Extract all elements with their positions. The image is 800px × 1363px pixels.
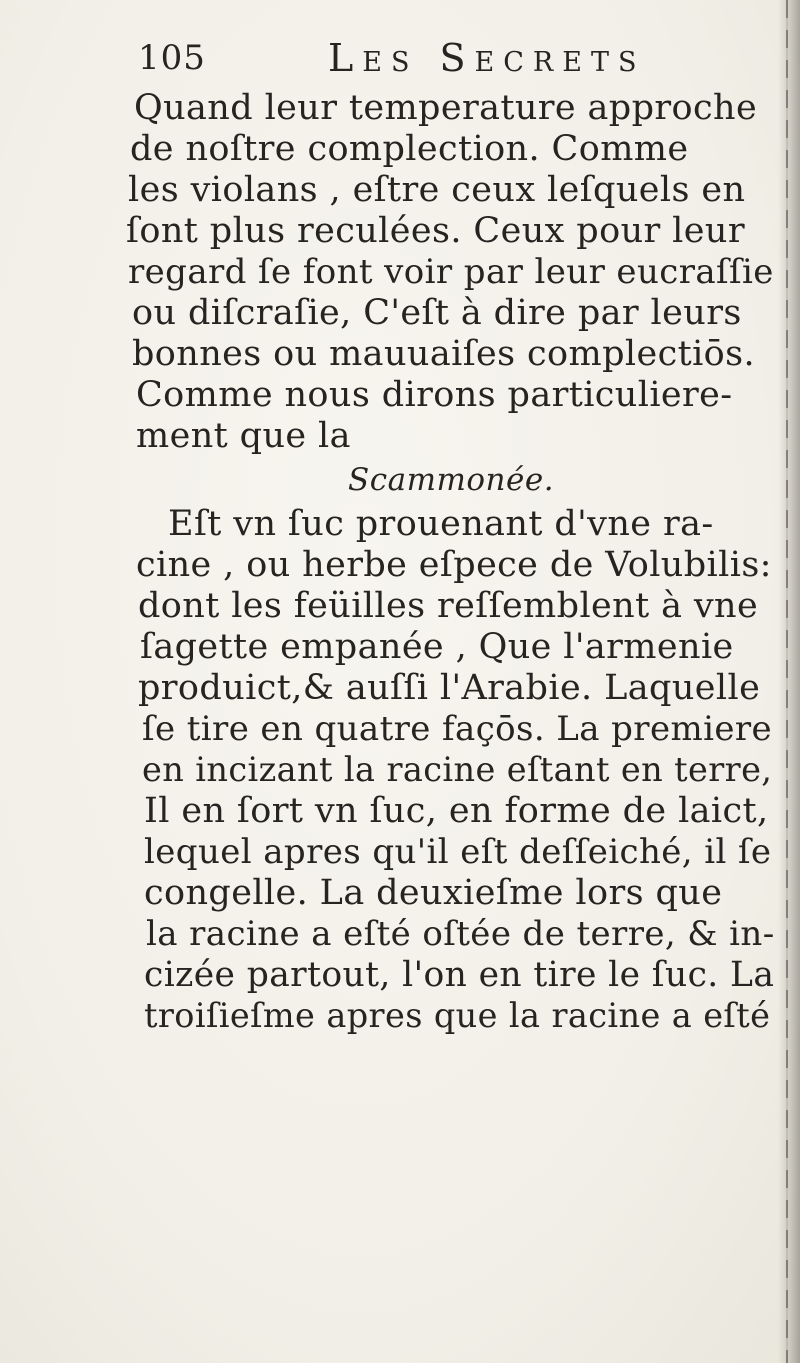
text-line: Comme nous dirons particuliere- [136,375,733,415]
text-line: de noſtre complection. Comme [130,129,689,169]
text-line: produict,& auſſi l'Arabie. Laquelle [138,668,761,708]
text-line: troiſieſme apres que la racine a eſté [144,996,771,1035]
page-number: 105 [138,38,206,78]
page-edge-shadow [778,0,800,1363]
text-line: cizée partout, l'on en tire le ſuc. La [144,955,775,995]
text-line: ſagette empanée , Que l'armenie [140,627,734,667]
text-line: la racine a eſté oſtée de terre, & in- [146,914,775,954]
running-title: Les Secrets [328,36,646,80]
text-line: dont les feüilles reſſemblent à vne [138,586,759,626]
text-line: congelle. La deuxieſme lors que [144,873,723,913]
text-line: cine , ou herbe eſpece de Volubilis: [136,545,772,585]
text-line: bonnes ou mauuaiſes complectiōs. [132,334,756,374]
text-line: Quand leur temperature approche [134,88,758,128]
text-line: regard ſe font voir par leur eucraſſie [128,252,774,292]
text-line: en incizant la racine eſtant en terre, [142,750,773,789]
text-line: les violans , eſtre ceux leſquels en [128,170,746,210]
page-header [138,36,678,88]
text-line: ſont plus reculées. Ceux pour leur [126,211,745,251]
section-heading: Scammonée. [348,462,555,498]
text-line: ſe tire en quatre façōs. La premiere [142,709,773,749]
text-line: ou diſcraſie, C'eſt à dire par leurs [132,293,742,333]
text-line: lequel apres qu'il eſt deſſeiché, il ſe [144,832,772,872]
text-line: Eſt vn ſuc prouenant d'vne ra- [168,504,714,544]
text-line: Il en ſort vn ſuc, en forme de laict, [144,791,769,831]
text-line: ment que la [136,416,351,456]
